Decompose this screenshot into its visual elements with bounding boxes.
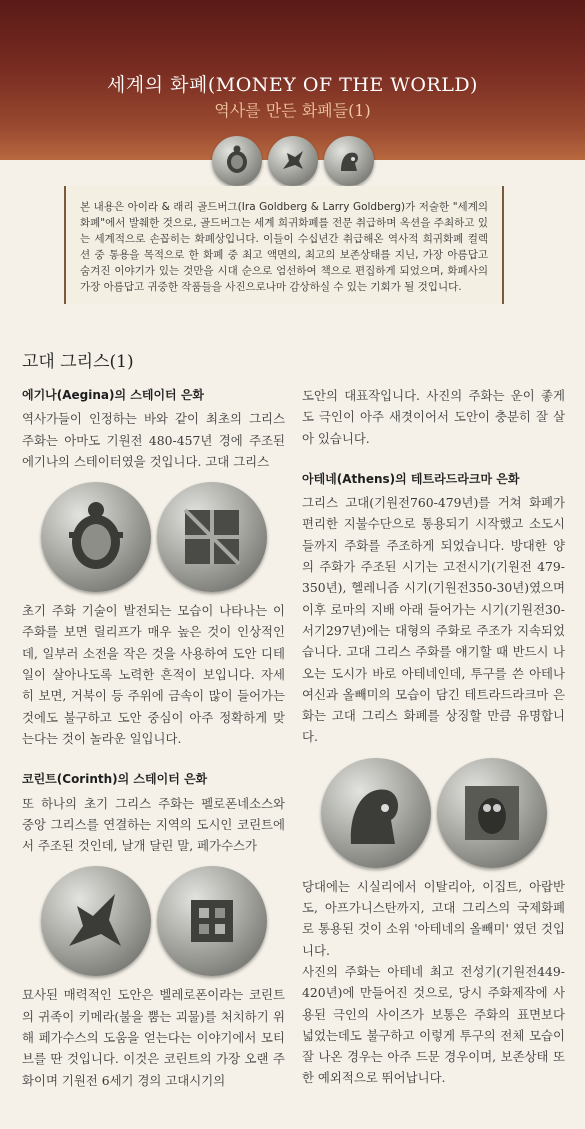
corinth-heading: 코린트(Corinth)의 스테이터 은화 [22, 772, 208, 787]
athens-heading: 아테네(Athens)의 테트라드라크마 은화 [302, 471, 520, 486]
pegasus-coin-icon [268, 136, 318, 186]
corinth-paragraph-3: 도안의 대표작입니다. 사진의 주화는 운이 좋게도 극인이 아주 새겻이어서 도안이 충분히 잘 살아 있습니다. [302, 388, 565, 446]
page-subtitle: 역사를 만든 화폐들(1) [214, 101, 371, 120]
right-column [302, 385, 565, 1089]
intro-box: 본 내용은 아이라 & 래리 골드버그(Ira Goldberg & Larry Goldberg)가 저술한 "세계의 화폐"에서 발췌한 것으로, 골드버그는 세계 희귀화폐를 전문 취급하며 옥션을 주최하고 있는 세계적으로 손꼽히는 화폐상입니다. 이들이 수십년간 취급해온 역사적 희귀화폐 컬렉션 중 통용을 목적으로 한 화폐 중 최고 액면의, 최고의 보존상태를 지닌, 가장 아름답고 숨겨진 이야기가 있는 것만을 시대 순으로 엄선하여 책으로 편집하게 되었으며, 화폐사의 가장 아름답고 귀중한 작품들을 사진으로나마 감상하실 수 있는 기회가 될 것입니다. [64, 186, 504, 304]
athens-paragraph-2: 당대에는 시실리에서 이탈리아, 이집트, 아랍반도, 아프가니스탄까지, 고대 그리스의 국제화폐로 통용된 것이 소위 '아테네의 올빼미' 였던 것입니다. [302, 878, 565, 958]
section-title: 고대 그리스(1) [22, 352, 134, 372]
incuse-square-coin-icon [157, 482, 267, 592]
athens-coin-images [302, 758, 565, 868]
athena-coin-icon [321, 758, 431, 868]
header-coins [0, 136, 585, 188]
incuse-square-coin-icon [157, 866, 267, 976]
left-column [22, 385, 285, 1091]
owl-coin-icon [437, 758, 547, 868]
turtle-coin-icon [41, 482, 151, 592]
corinth-coin-images [22, 866, 285, 976]
aegina-coin-images [22, 482, 285, 592]
athens-paragraph-3: 사진의 주화는 아테네 최고 전성기(기원전449-420년)에 만들어진 것으로, 당시 주화제작에 사용된 극인의 사이즈가 보통은 주화의 표면보다 넓었는데도 불구하고 이렇게 투구의 전체 모습이 잘 나온 경우는 아주 드문 경우이며, 보존상태 또한 예외적으로 뛰어납니다. [302, 963, 565, 1086]
aegina-paragraph-2: 초기 주화 기술이 발전되는 모습이 나타나는 이 주화를 보면 릴리프가 매우 높은 것이 인상적인데, 일부러 소전을 작은 것을 사용하여 도안 디테일이 살아나도록 노력한 흔적이 보입니다. 자세히 보면, 거북이 등 주위에 금속이 많이 들어가는 것에도 불구하고 도안 중심이 아주 정확하게 맞는다는 것이 놀라운 일입니다. [22, 603, 285, 746]
corinth-paragraph-2: 묘사된 매력적인 도안은 벨레로폰이라는 코린트의 귀족이 키메라(불을 뿜는 괴물)를 처치하기 위해 페가수스의 도움을 얻는다는 이야기에서 모티브를 딴 것입니다. 이것은 코린트의 가장 오랜 주화이며 기원전 6세기 경의 고대시기의 [22, 987, 285, 1088]
athens-paragraph-1: 그리스 고대(기원전760-479년)를 거쳐 화폐가 편리한 지불수단으로 통용되기 시작했고 소도시들까지 주화를 주조하게 되었습니다. 방대한 양의 주화가 주조된 시기는 고전시기(기원전 479-350년), 헬레니즘 시기(기원전350-30년)였으며 이후 로마의 지배 아래 들어가는 시기(기원전30-서기297년)에는 대형의 주화로 주조가 지속되었습니다. 고대 그리스 주화를 얘기할 때 반드시 나오는 도시가 바로 아테네인데, 투구를 쓴 아테나 여신과 올빼미의 모습이 담긴 테트라드라크마 은화는 고대 그리스 화폐를 상징할 만큼 유명합니다. [302, 495, 565, 745]
page-title: 세계의 화폐(MONEY OF THE WORLD) [107, 74, 478, 96]
corinth-paragraph-1: 또 하나의 초기 그리스 주화는 펠로폰네소스와 중앙 그리스를 연결하는 지역의 도시인 코린트에서 주조된 것인데, 날개 달린 말, 페가수스가 [22, 795, 285, 854]
aegina-heading: 에기나(Aegina)의 스테이터 은화 [22, 388, 205, 402]
athena-coin-icon [324, 136, 374, 186]
turtle-coin-icon [212, 136, 262, 186]
aegina-paragraph-1: 역사가들이 인정하는 바와 같이 최초의 그리스 주화는 아마도 기원전 480-457년 경에 주조된 에기나의 스테이터였을 것입니다. 고대 그리스 [22, 411, 285, 469]
pegasus-coin-icon [41, 866, 151, 976]
